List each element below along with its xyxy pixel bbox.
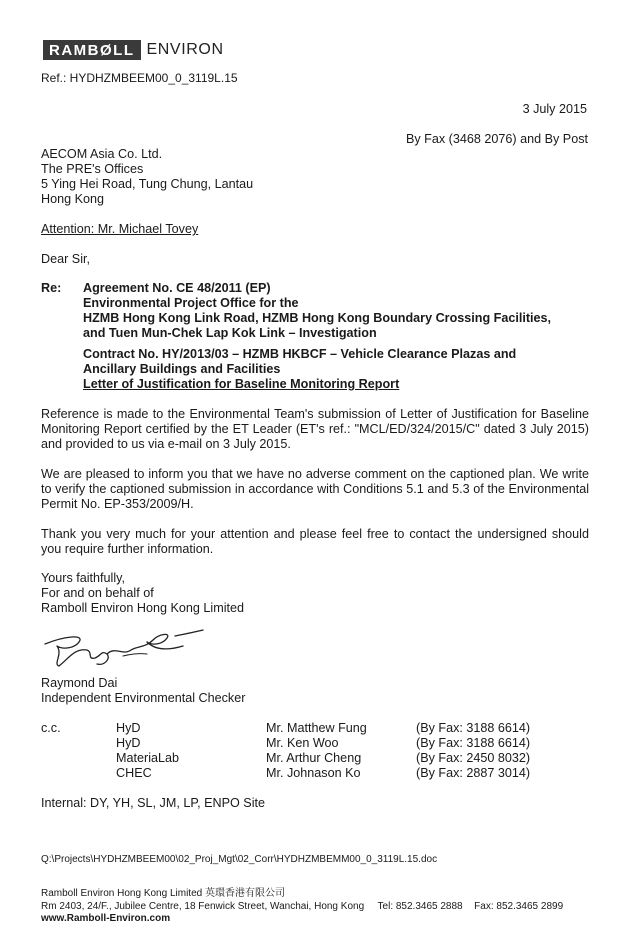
re-line: Contract No. HY/2013/03 – HZMB HKBCF – Vehicle Clearance Plazas and bbox=[83, 347, 517, 361]
re-subject-block-2 bbox=[83, 347, 593, 392]
cc-fax: (By Fax: 2450 8032) bbox=[416, 751, 531, 765]
paragraph-1: Reference is made to the Environmental Team's submission of Letter of Justification for Baseline Monitoring Report certified by the ET Leader (ET's ref.: "MCL/ED/324/2015/C" dated 3 July 2015) and provided to us via e-mail on 3 July 2015. bbox=[41, 407, 589, 451]
internal-distribution: Internal: DY, YH, SL, JM, LP, ENPO Site bbox=[41, 796, 265, 810]
cc-org: CHEC bbox=[116, 766, 152, 780]
logo-sub: ENVIRON bbox=[146, 41, 224, 58]
address-line: Hong Kong bbox=[41, 192, 105, 206]
logo-brand: RAMBØLL bbox=[43, 40, 141, 60]
address-line: AECOM Asia Co. Ltd. bbox=[41, 147, 163, 161]
signer-block bbox=[41, 676, 245, 706]
cc-label: c.c. bbox=[41, 721, 61, 735]
cc-table bbox=[116, 721, 546, 781]
re-subject-title: Letter of Justification for Baseline Monitoring Report bbox=[83, 377, 400, 391]
footer-website: www.Ramboll-Environ.com bbox=[41, 913, 171, 924]
signer-name: Raymond Dai bbox=[41, 676, 118, 690]
cc-fax: (By Fax: 2887 3014) bbox=[416, 766, 531, 780]
file-path: Q:\Projects\HYDHZMBEEM00\02_Proj_Mgt\02_Corr\HYDHZMBEMM00_0_3119L.15.doc bbox=[41, 854, 438, 865]
paragraph-3: Thank you very much for your attention and please feel free to contact the undersigned should you require further information. bbox=[41, 527, 589, 556]
footer bbox=[41, 888, 601, 926]
re-subject-block-1 bbox=[83, 281, 593, 341]
re-line: Ancillary Buildings and Facilities bbox=[83, 362, 281, 376]
delivery-method: By Fax (3468 2076) and By Post bbox=[405, 132, 588, 146]
address-line: 5 Ying Hei Road, Tung Chung, Lantau bbox=[41, 177, 254, 191]
cc-name: Mr. Arthur Cheng bbox=[266, 751, 362, 765]
closing-line: For and on behalf of bbox=[41, 586, 154, 600]
closing-block bbox=[41, 571, 244, 616]
cc-org: HyD bbox=[116, 736, 141, 750]
recipient-address bbox=[41, 147, 253, 207]
attention-line: Attention: Mr. Michael Tovey bbox=[41, 222, 199, 236]
re-line: Environmental Project Office for the bbox=[83, 296, 299, 310]
footer-address: Rm 2403, 24/F., Jubilee Centre, 18 Fenwick Street, Wanchai, Hong Kong bbox=[41, 900, 365, 912]
re-line: HZMB Hong Kong Link Road, HZMB Hong Kong Boundary Crossing Facilities, bbox=[83, 311, 552, 325]
cc-row bbox=[116, 766, 546, 781]
footer-company: Ramboll Environ Hong Kong Limited 英環香港有限公司 bbox=[41, 888, 285, 899]
letter-date: 3 July 2015 bbox=[522, 102, 587, 116]
footer-fax: Fax: 852.3465 2899 bbox=[474, 900, 564, 912]
reference-number: Ref.: HYDHZMBEEM00_0_3119L.15 bbox=[41, 71, 238, 85]
cc-row bbox=[116, 721, 546, 736]
re-line: and Tuen Mun-Chek Lap Kok Link – Investigation bbox=[83, 326, 377, 340]
paragraph-2: We are pleased to inform you that we have no adverse comment on the captioned plan. We write to verify the captioned submission in accordance with Conditions 5.1 and 5.3 of the Environmental Permit No. EP-353/2009/H. bbox=[41, 467, 589, 511]
cc-name: Mr. Ken Woo bbox=[266, 736, 339, 750]
address-line: The PRE's Offices bbox=[41, 162, 144, 176]
closing-line: Ramboll Environ Hong Kong Limited bbox=[41, 601, 245, 615]
cc-name: Mr. Johnason Ko bbox=[266, 766, 361, 780]
cc-name: Mr. Matthew Fung bbox=[266, 721, 367, 735]
cc-org: HyD bbox=[116, 721, 141, 735]
cc-row bbox=[116, 751, 546, 766]
footer-tel: Tel: 852.3465 2888 bbox=[377, 900, 463, 912]
re-line: Agreement No. CE 48/2011 (EP) bbox=[83, 281, 271, 295]
signer-title: Independent Environmental Checker bbox=[41, 691, 246, 705]
cc-row bbox=[116, 736, 546, 751]
closing-line: Yours faithfully, bbox=[41, 571, 126, 585]
footer-contact bbox=[41, 901, 601, 914]
cc-org: MateriaLab bbox=[116, 751, 180, 765]
salutation: Dear Sir, bbox=[41, 252, 90, 266]
company-logo bbox=[43, 40, 224, 60]
cc-fax: (By Fax: 3188 6614) bbox=[416, 736, 531, 750]
signature-image bbox=[35, 626, 205, 670]
cc-fax: (By Fax: 3188 6614) bbox=[416, 721, 531, 735]
re-label: Re: bbox=[41, 281, 62, 295]
